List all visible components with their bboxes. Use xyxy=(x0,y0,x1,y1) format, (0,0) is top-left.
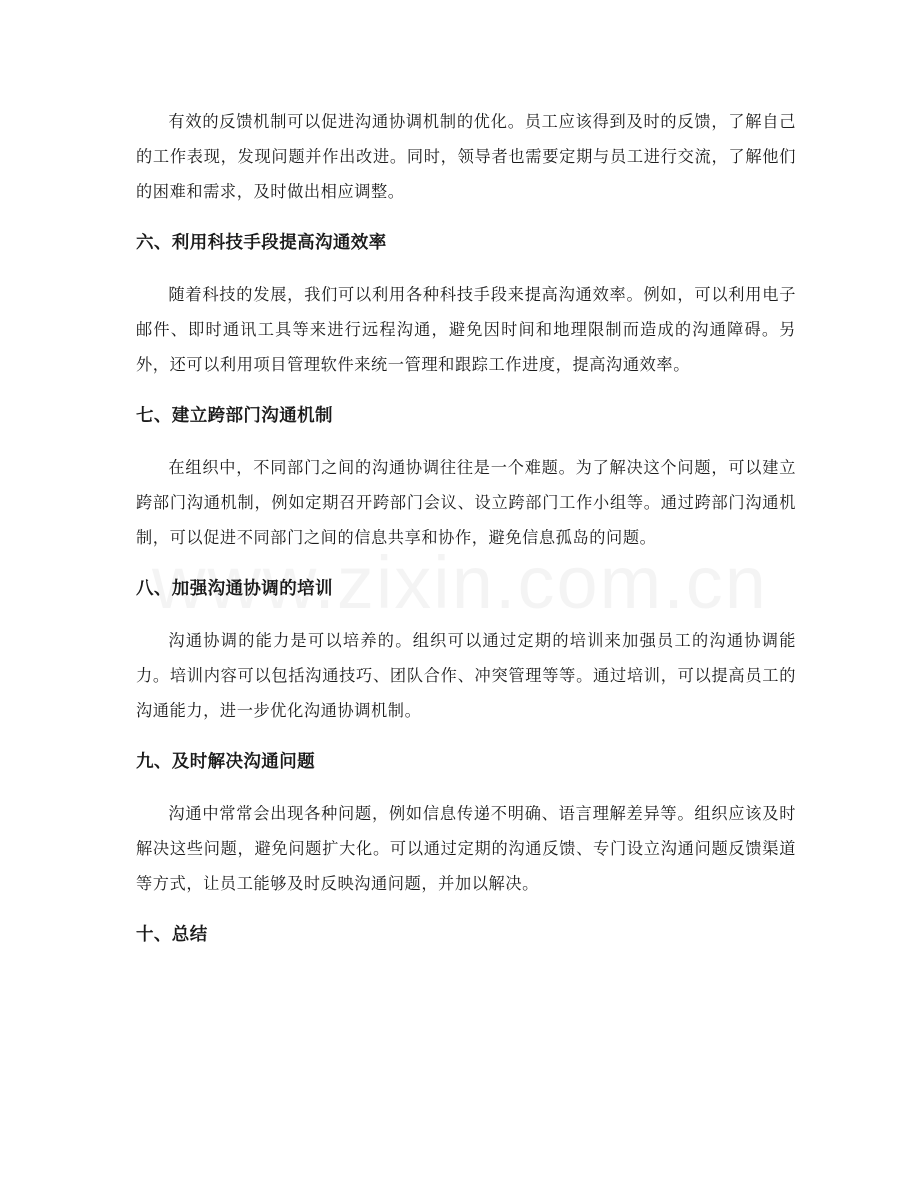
document-body xyxy=(136,104,796,947)
heading-section-10: 十、总结 xyxy=(136,925,208,945)
heading-section-6: 六、利用科技手段提高沟通效率 xyxy=(136,233,387,253)
heading-section-8: 八、加强沟通协调的培训 xyxy=(136,579,333,599)
paragraph-section-6: 随着科技的发展，我们可以利用各种科技手段来提高沟通效率。例如，可以利用电子邮件、即时通讯工具等来进行远程沟通，避免因时间和地理限制而造成的沟通障碍。另外，还可以利用项目管理软件来统一管理和跟踪工作进度，提高沟通效率。 xyxy=(136,285,796,374)
paragraph-section-8: 沟通协调的能力是可以培养的。组织可以通过定期的培训来加强员工的沟通协调能力。培训内容可以包括沟通技巧、团队合作、冲突管理等等。通过培训，可以提高员工的沟通能力，进一步优化沟通协调机制。 xyxy=(136,631,796,720)
paragraph-section-9: 沟通中常常会出现各种问题，例如信息传递不明确、语言理解差异等。组织应该及时解决这些问题，避免问题扩大化。可以通过定期的沟通反馈、专门设立沟通问题反馈渠道等方式，让员工能够及时反映沟通问题，并加以解决。 xyxy=(136,804,796,893)
paragraph-feedback: 有效的反馈机制可以促进沟通协调机制的优化。员工应该得到及时的反馈，了解自己的工作表现，发现问题并作出改进。同时，领导者也需要定期与员工进行交流，了解他们的困难和需求，及时做出相应调整。 xyxy=(136,112,796,201)
paragraph-section-7: 在组织中，不同部门之间的沟通协调往往是一个难题。为了解决这个问题，可以建立跨部门沟通机制，例如定期召开跨部门会议、设立跨部门工作小组等。通过跨部门沟通机制，可以促进不同部门之间的信息共享和协作，避免信息孤岛的问题。 xyxy=(136,458,796,547)
heading-section-9: 九、及时解决沟通问题 xyxy=(136,752,315,772)
heading-section-7: 七、建立跨部门沟通机制 xyxy=(136,406,333,426)
